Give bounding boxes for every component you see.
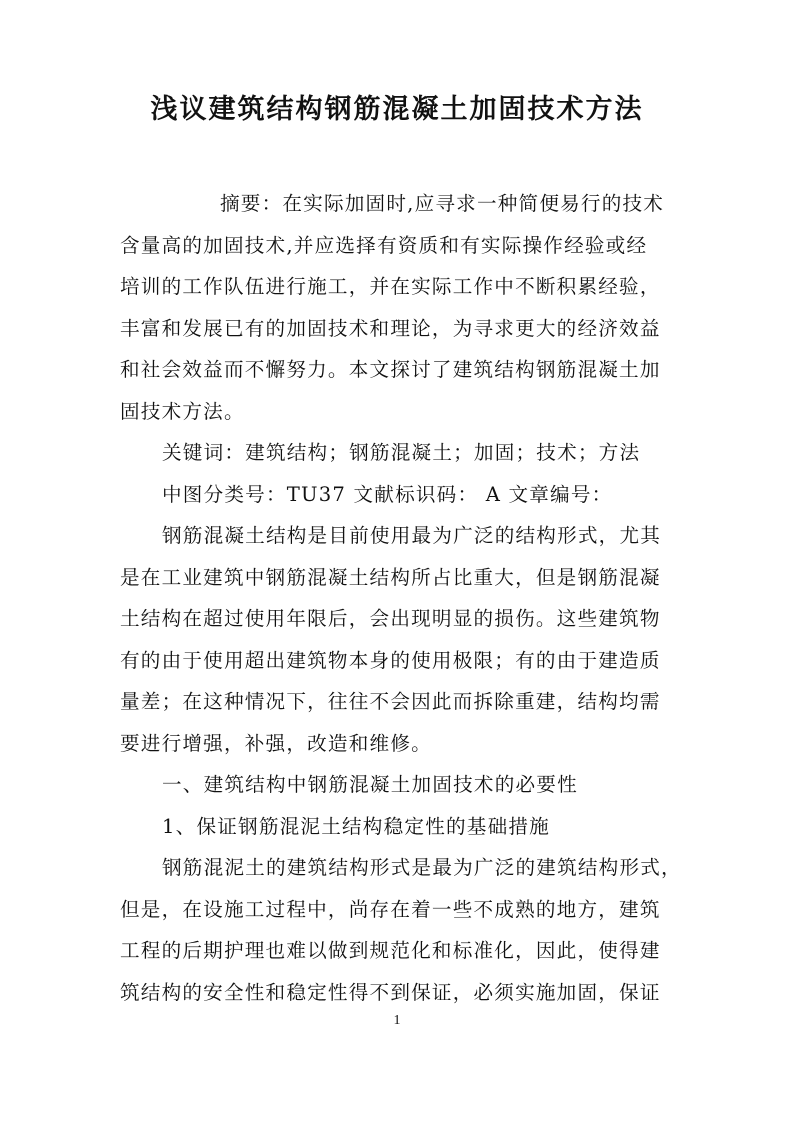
- text-line: 中图分类号：TU37 文献标识码： A 文章编号：: [162, 482, 613, 506]
- text-line: 钢筋混泥土的建筑结构形式是最为广泛的建筑结构形式，: [162, 856, 682, 879]
- text-line: 土结构在超过使用年限后，会出现明显的损伤。这些建筑物: [120, 607, 661, 630]
- text-line: 1、保证钢筋混泥土结构稳定性的基础措施: [162, 814, 550, 838]
- text-line: 关键词：建筑结构；钢筋混凝土；加固；技术；方法: [162, 441, 641, 464]
- text-line: 丰富和发展已有的加固技术和理论，为寻求更大的经济效益: [120, 316, 661, 340]
- text-line: 摘要：在实际加固时,应寻求一种简便易行的技术: [220, 192, 665, 215]
- text-line: 要进行增强，补强，改造和维修。: [120, 731, 432, 755]
- text-line: 钢筋混凝土结构是目前使用最为广泛的结构形式，尤其: [162, 524, 662, 547]
- text-line: 有的由于使用超出建筑物本身的使用极限；有的由于建造质: [120, 648, 661, 672]
- text-line: 量差；在这种情况下，往往不会因此而拆除重建，结构均需: [120, 690, 661, 713]
- text-line: 培训的工作队伍进行施工，并在实际工作中不断积累经验，: [120, 275, 661, 298]
- page-number: 1: [393, 1013, 401, 1028]
- text-line: 固技术方法。: [120, 399, 245, 423]
- text-line: 和社会效益而不懈努力。本文探讨了建筑结构钢筋混凝土加: [120, 358, 661, 381]
- document-body: [120, 183, 680, 1013]
- text-line: 是在工业建筑中钢筋混凝土结构所占比重大，但是钢筋混凝: [120, 565, 661, 589]
- document-title: 浅议建筑结构钢筋混凝土加固技术方法: [150, 94, 644, 125]
- text-line: 筑结构的安全性和稳定性得不到保证，必须实施加固，保证: [120, 980, 661, 1004]
- text-line: 工程的后期护理也难以做到规范化和标准化，因此，使得建: [120, 939, 661, 962]
- text-line: 含量高的加固技术,并应选择有资质和有实际操作经验或经: [120, 233, 648, 257]
- text-line: 但是，在设施工过程中，尚存在着一些不成熟的地方，建筑: [120, 897, 661, 921]
- text-line: 一、建筑结构中钢筋混凝土加固技术的必要性: [162, 773, 578, 796]
